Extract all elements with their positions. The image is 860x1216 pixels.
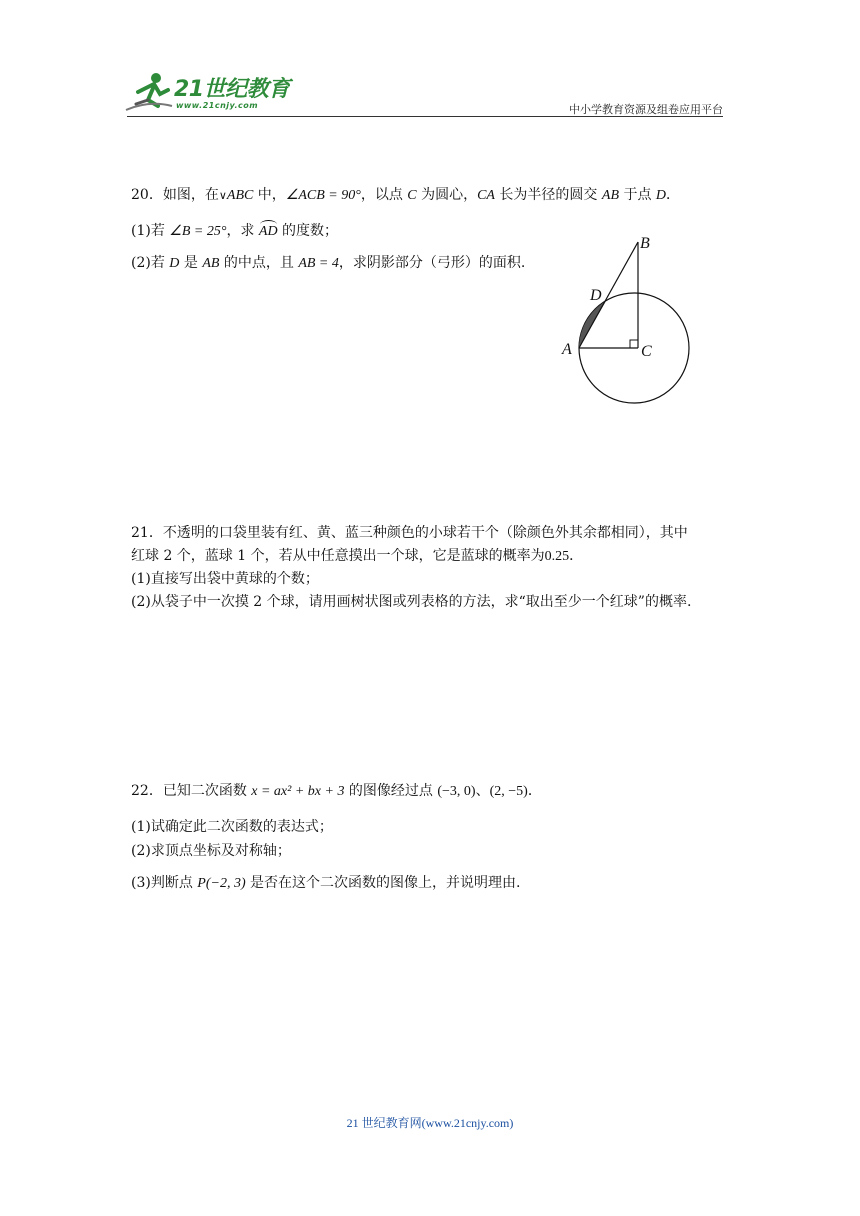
q20-part2: (2)若 D 是 AB 的中点，且 AB = 4，求阴影部分（弓形）的面积. (131, 255, 526, 271)
header-platform-text: 中小学教育资源及组卷应用平台 (569, 103, 723, 116)
q20-geometry-figure (556, 228, 706, 408)
q21-part2: (2)从袋子中一次摸 2 个球，请用画树状图或列表格的方法，求“取出至少一个红球”的概率. (131, 594, 692, 610)
q22-part2: (2)求顶点坐标及对称轴； (131, 843, 291, 859)
label-c: C (641, 343, 652, 360)
site-logo (124, 70, 294, 116)
q21-stem-line2: 红球 2 个，蓝球 1 个，若从中任意摸出一个球，它是蓝球的概率为0.25． (131, 548, 584, 564)
q20-part1: (1)若 ∠B = 25°，求 AD 的度数； (131, 223, 339, 239)
footer-link[interactable]: 21 世纪教育网(www.21cnjy.com) (346, 1116, 514, 1130)
header-divider (127, 116, 723, 117)
logo-text: 21世纪教育 (174, 77, 290, 102)
logo-url: www.21cnjy.com (176, 101, 259, 110)
arc-ad: AD (258, 224, 278, 239)
label-b: B (640, 235, 650, 252)
q21-part1: (1)直接写出袋中黄球的个数； (131, 571, 319, 587)
runner-logo-icon (124, 70, 174, 116)
q20-stem: 20．如图，在∨ABC 中，∠ACB = 90°，以点 C 为圆心，CA 长为半径的圆交 AB 于点 D． (131, 187, 681, 203)
q22-part1: (1)试确定此二次函数的表达式； (131, 819, 333, 835)
q22-part3: (3)判断点 P(−2, 3) 是否在这个二次函数的图像上，并说明理由. (131, 875, 521, 891)
segment-ab (579, 242, 638, 348)
label-d: D (590, 287, 602, 304)
q21-stem-line1: 21．不透明的口袋里装有红、黄、蓝三种颜色的小球若干个（除颜色外其余都相同），其中 (131, 525, 688, 541)
right-angle-mark (630, 340, 638, 348)
label-a: A (562, 341, 572, 358)
q22-stem: 22．已知二次函数 x = ax² + bx + 3 的图像经过点 (−3, 0)、(2, −5)． (131, 783, 542, 799)
